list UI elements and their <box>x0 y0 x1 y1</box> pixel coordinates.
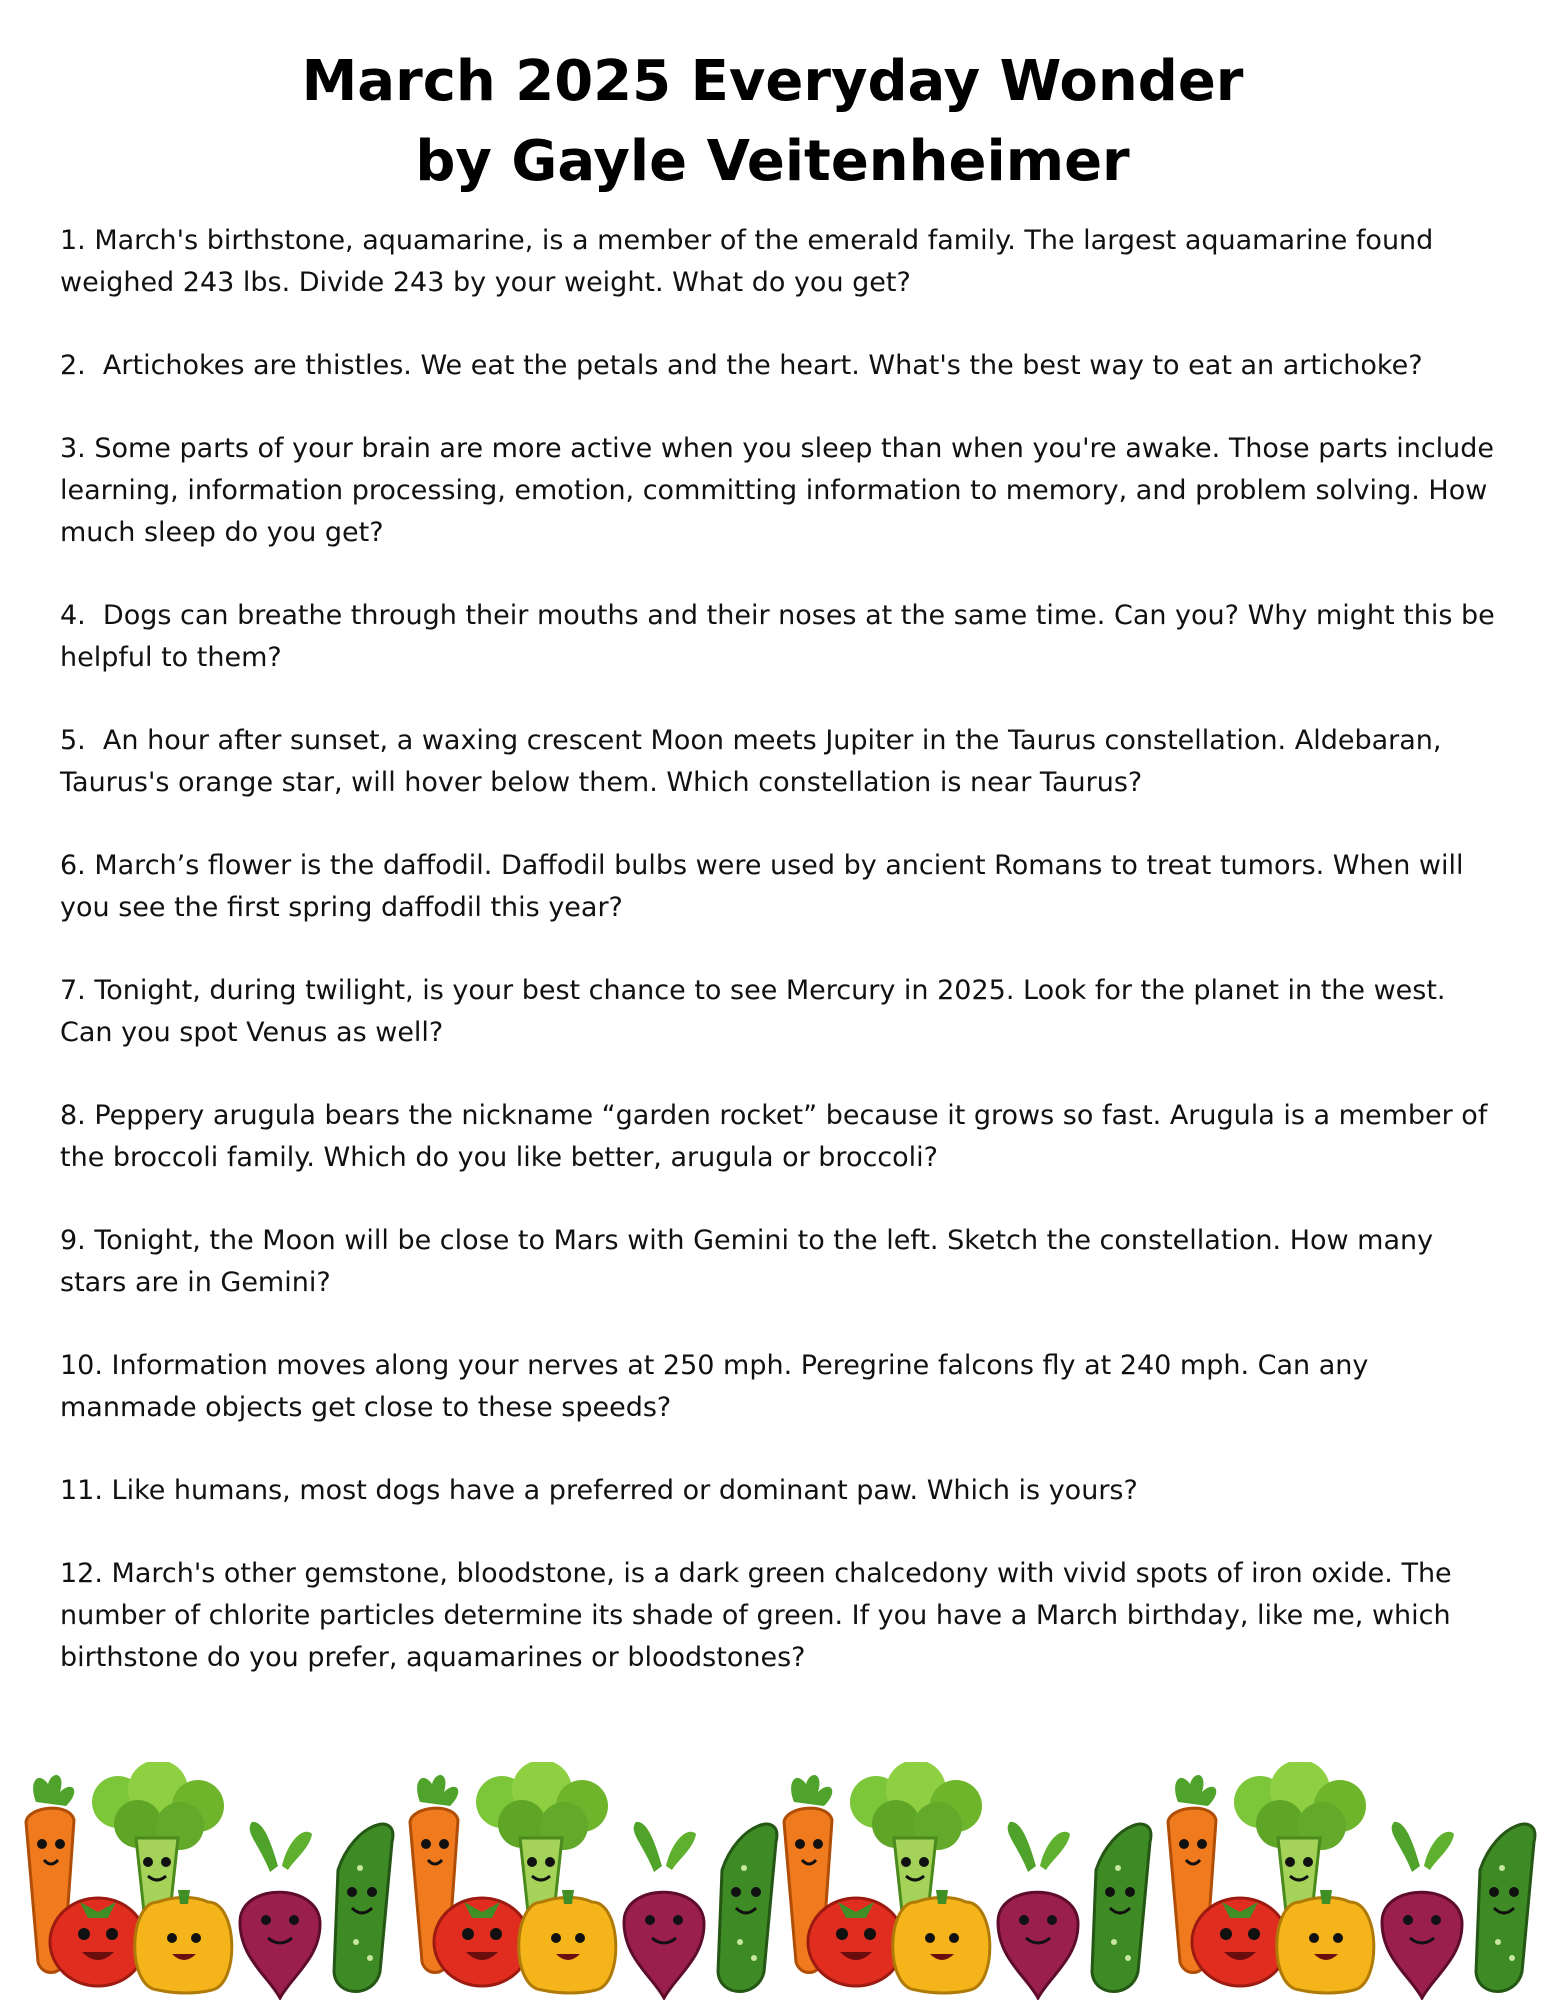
list-item: 11. Like humans, most dogs have a preferred or dominant paw. Which is yours? <box>60 1475 1138 1506</box>
list-item: 8. Peppery arugula bears the nickname “garden rocket” because it grows so fast. Arugula is a member of the broccoli family. Which do you like better, arugula or broccoli? <box>60 1100 1496 1173</box>
list-item: 2. Artichokes are thistles. We eat the petals and the heart. What's the best way to eat an artichoke? <box>60 350 1423 381</box>
list-item: 7. Tonight, during twilight, is your best chance to see Mercury in 2025. Look for the planet in the west. Can you spot Venus as well? <box>60 975 1455 1048</box>
vegetable-border-image <box>0 1762 1545 2000</box>
list-item: 9. Tonight, the Moon will be close to Mars with Gemini to the left. Sketch the constellation. How many stars are in Gemini? <box>60 1225 1442 1298</box>
page-title <box>0 42 1545 202</box>
list-item: 5. An hour after sunset, a waxing crescent Moon meets Jupiter in the Taurus constellation. Aldebaran, Taurus's orange star, will hover below them. Which constellation is near Taurus? <box>60 725 1451 798</box>
list-item: 10. Information moves along your nerves at 250 mph. Peregrine falcons fly at 240 mph. Can any manmade objects get close to these speeds? <box>60 1350 1377 1423</box>
title-line-2: by Gayle Veitenheimer <box>415 129 1130 194</box>
list-item: 6. March’s flower is the daffodil. Daffodil bulbs were used by ancient Romans to treat tumors. When will you see the first spring daffodil this year? <box>60 850 1473 923</box>
list-item: 3. Some parts of your brain are more active when you sleep than when you're awake. Those parts include learning, information processing, emotion, committing information to memory, and problem solving. How much sleep do you get? <box>60 433 1503 548</box>
list-item: 1. March's birthstone, aquamarine, is a member of the emerald family. The largest aquamarine found weighed 243 lbs. Divide 243 by your weight. What do you get? <box>60 225 1442 298</box>
title-line-1: March 2025 Everyday Wonder <box>301 49 1244 114</box>
list-item: 4. Dogs can breathe through their mouths and their noses at the same time. Can you? Why might this be helpful to them? <box>60 600 1504 673</box>
list-item: 12. March's other gemstone, bloodstone, is a dark green chalcedony with vivid spots of iron oxide. The number of chlorite particles determine its shade of green. If you have a March birthday, like me, which birthstone do you prefer, aquamarines or bloodstones? <box>60 1558 1461 1673</box>
question-list <box>60 220 1504 1720</box>
